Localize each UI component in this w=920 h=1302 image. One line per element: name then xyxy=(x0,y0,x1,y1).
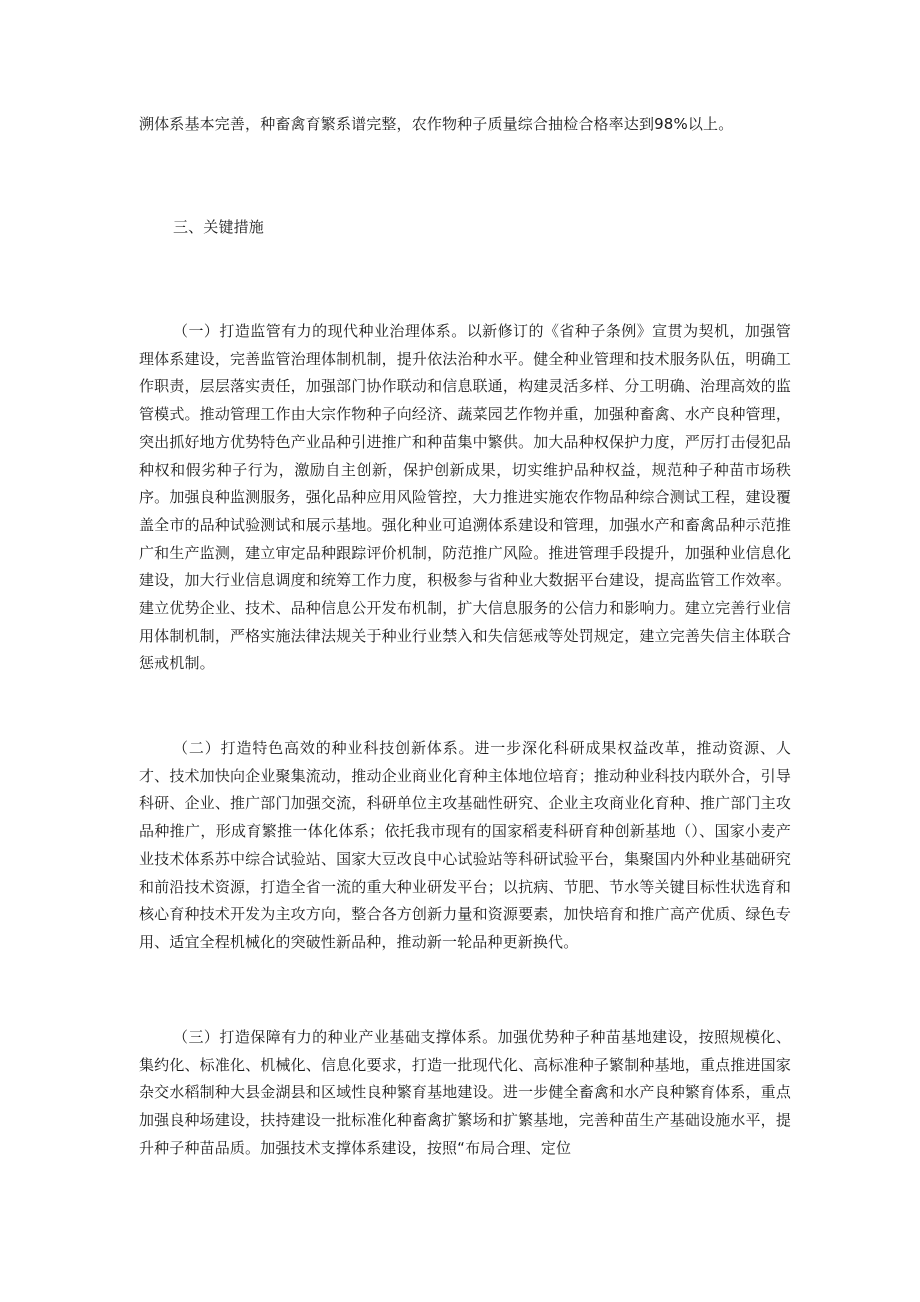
paragraph-governance-system: （一）打造监管有力的现代种业治理体系。以新修订的《省种子条例》宣贯为契机，加强管理体系建设，完善监管治理体制机制，提升依法治种水平。健全种业管理和技术服务队伍，明确工作职责，层层落实责任，加强部门协作联动和信息联通，构建灵活多样、分工明确、治理高效的监管模式。推动管理工作由大宗作物种子向经济、蔬菜园艺作物并重，加强种畜禽、水产良种管理，突出抓好地方优势特色产业品种引进推广和种苗集中繁供。加大品种权保护力度，严厉打击侵犯品种权和假劣种子行为，激励自主创新，保护创新成果，切实维护品种权益，规范种子种苗市场秩序。加强良种监测服务，强化品种应用风险管控，大力推进实施农作物品种综合测试工程，建设覆盖全市的品种试验测试和展示基地。强化种业可追溯体系建设和管理，加强水产和畜禽品种示范推广和生产监测，建立审定品种跟踪评价机制，防范推广风险。推进管理手段提升，加强种业信息化建设，加大行业信息调度和统筹工作力度，积极参与省种业大数据平台建设，提高监管工作效率。建立优势企业、技术、品种信息公开发布机制，扩大信息服务的公信力和影响力。建立完善行业信用体制机制，严格实施法律法规关于种业行业禁入和失信惩戒等处罚规定，建立完善失信主体联合惩戒机制。 xyxy=(139,322,791,673)
paragraph-continuation: 溯体系基本完善，种畜禽育繁系谱完整，农作物种子质量综合抽检合格率达到98%以上。 xyxy=(139,115,734,133)
paragraph-support-system: （三）打造保障有力的种业产业基础支撑体系。加强优势种子种苗基地建设，按照规模化、集约化、标准化、机械化、信息化要求，打造一批现代化、高标准种子繁制种基地，重点推进国家杂交水稻制种大县金湖县和区域性良种繁育基地建设。进一步健全畜禽和水产良种繁育体系，重点加强良种场建设，扶持建设一批标准化种畜禽扩繁场和扩繁基地，完善种苗生产基础设施水平，提升种子种苗品质。加强技术支撑体系建设，按照“布局合理、定位 xyxy=(139,1028,791,1157)
paragraph-innovation-system: （二）打造特色高效的种业科技创新体系。进一步深化科研成果权益改革，推动资源、人才、技术加快向企业聚集流动，推动企业商业化育种主体地位培育；推动种业科技内联外合，引导科研、企业、推广部门加强交流，科研单位主攻基础性研究、企业主攻商业化育种、推广部门主攻品种推广，形成育繁推一体化体系；依托我市现有的国家稻麦科研育种创新基地（）、国家小麦产业技术体系苏中综合试验站、国家大豆改良中心试验站等科研试验平台，集聚国内外种业基础研究和前沿技术资源，打造全省一流的重大种业研发平台；以抗病、节肥、节水等关键目标性状选育和核心育种技术开发为主攻方向，整合各方创新力量和资源要素，加快培育和推广高产优质、绿色专用、适宜全程机械化的突破性新品种，推动新一轮品种更新换代。 xyxy=(139,739,791,951)
section-heading: 三、关键措施 xyxy=(173,218,264,236)
